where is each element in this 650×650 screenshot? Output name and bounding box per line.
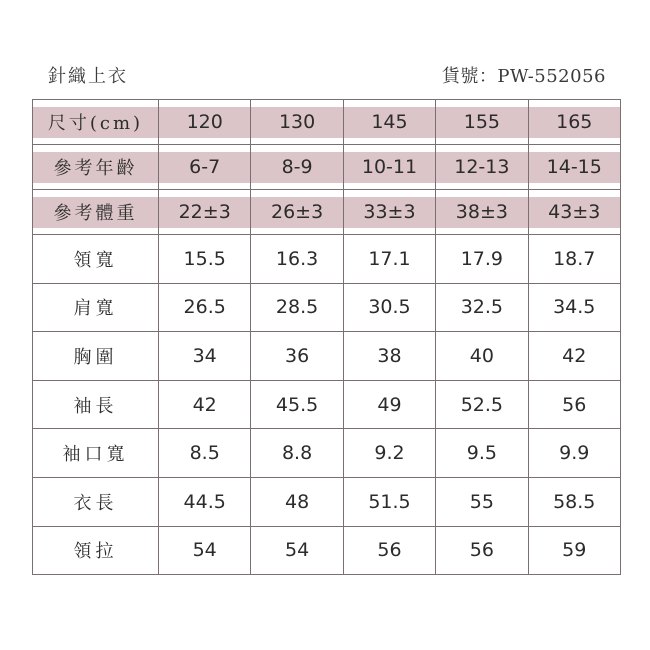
table-cell: 58.5 [528,477,620,526]
header-cell [436,145,528,190]
table-cell: 32.5 [436,283,528,332]
size-chart-table [32,99,621,575]
header-label-cell [33,145,159,190]
header-cell [343,190,435,235]
table-cell: 52.5 [436,380,528,429]
table-cell: 55 [436,477,528,526]
header-label-cell [33,190,159,235]
table-cell: 38 [343,332,435,381]
table-row [33,283,621,332]
header-value: 12-13 [436,152,527,183]
header-cell [251,100,343,145]
table-cell: 59 [528,526,620,575]
row-label: 領拉 [33,526,159,575]
product-code: 貨號：PW-552056 [441,66,606,87]
header-cell [251,190,343,235]
table-cell: 28.5 [251,283,343,332]
row-label: 領寬 [33,235,159,284]
table-cell: 45.5 [251,380,343,429]
table-row [33,526,621,575]
header-value: 10-11 [344,152,435,183]
header-value: 6-7 [159,152,250,183]
table-cell: 26.5 [159,283,251,332]
header-cell [528,190,620,235]
table-cell: 54 [159,526,251,575]
table-cell: 56 [343,526,435,575]
table-cell: 18.7 [528,235,620,284]
header-cell [159,145,251,190]
header-label: 參考體重 [33,197,158,228]
table-row [33,429,621,478]
header-cell [528,100,620,145]
header-cell [159,190,251,235]
table-row [33,477,621,526]
table-row [33,380,621,429]
table-cell: 51.5 [343,477,435,526]
table-cell: 9.5 [436,429,528,478]
header-value: 130 [251,107,342,138]
header-cell [343,100,435,145]
header-row-weight [33,190,621,235]
header-value: 155 [436,107,527,138]
table-row [33,235,621,284]
table-cell: 17.9 [436,235,528,284]
header-row-age [33,145,621,190]
header-cell [159,100,251,145]
header-label: 尺寸(cm) [33,107,158,138]
table-cell: 8.5 [159,429,251,478]
header-row-size [33,100,621,145]
table-cell: 54 [251,526,343,575]
row-label: 胸圍 [33,332,159,381]
table-cell: 17.1 [343,235,435,284]
table-cell: 16.3 [251,235,343,284]
header-value: 22±3 [159,197,250,228]
table-cell: 30.5 [343,283,435,332]
header-value: 120 [159,107,250,138]
table-cell: 8.8 [251,429,343,478]
table-cell: 56 [436,526,528,575]
table-cell: 42 [528,332,620,381]
table-cell: 40 [436,332,528,381]
table-cell: 9.2 [343,429,435,478]
header-label: 參考年齡 [33,152,158,183]
row-label: 袖長 [33,380,159,429]
table-cell: 49 [343,380,435,429]
table-cell: 34.5 [528,283,620,332]
header-value: 165 [529,107,620,138]
table-cell: 9.9 [528,429,620,478]
header-cell [528,145,620,190]
table-cell: 36 [251,332,343,381]
row-label: 肩寬 [33,283,159,332]
header-cell [436,100,528,145]
product-title: 針織上衣 [48,66,128,87]
table-cell: 44.5 [159,477,251,526]
header-cell [436,190,528,235]
header-cell [343,145,435,190]
table-cell: 42 [159,380,251,429]
table-cell: 48 [251,477,343,526]
header-value: 43±3 [529,197,620,228]
table-cell: 56 [528,380,620,429]
table-cell: 15.5 [159,235,251,284]
table-row [33,332,621,381]
header-value: 145 [344,107,435,138]
header-label-cell [33,100,159,145]
row-label: 袖口寬 [33,429,159,478]
header-cell [251,145,343,190]
header-value: 38±3 [436,197,527,228]
header-value: 14-15 [529,152,620,183]
header-value: 33±3 [344,197,435,228]
header-value: 26±3 [251,197,342,228]
row-label: 衣長 [33,477,159,526]
table-cell: 34 [159,332,251,381]
header-value: 8-9 [251,152,342,183]
